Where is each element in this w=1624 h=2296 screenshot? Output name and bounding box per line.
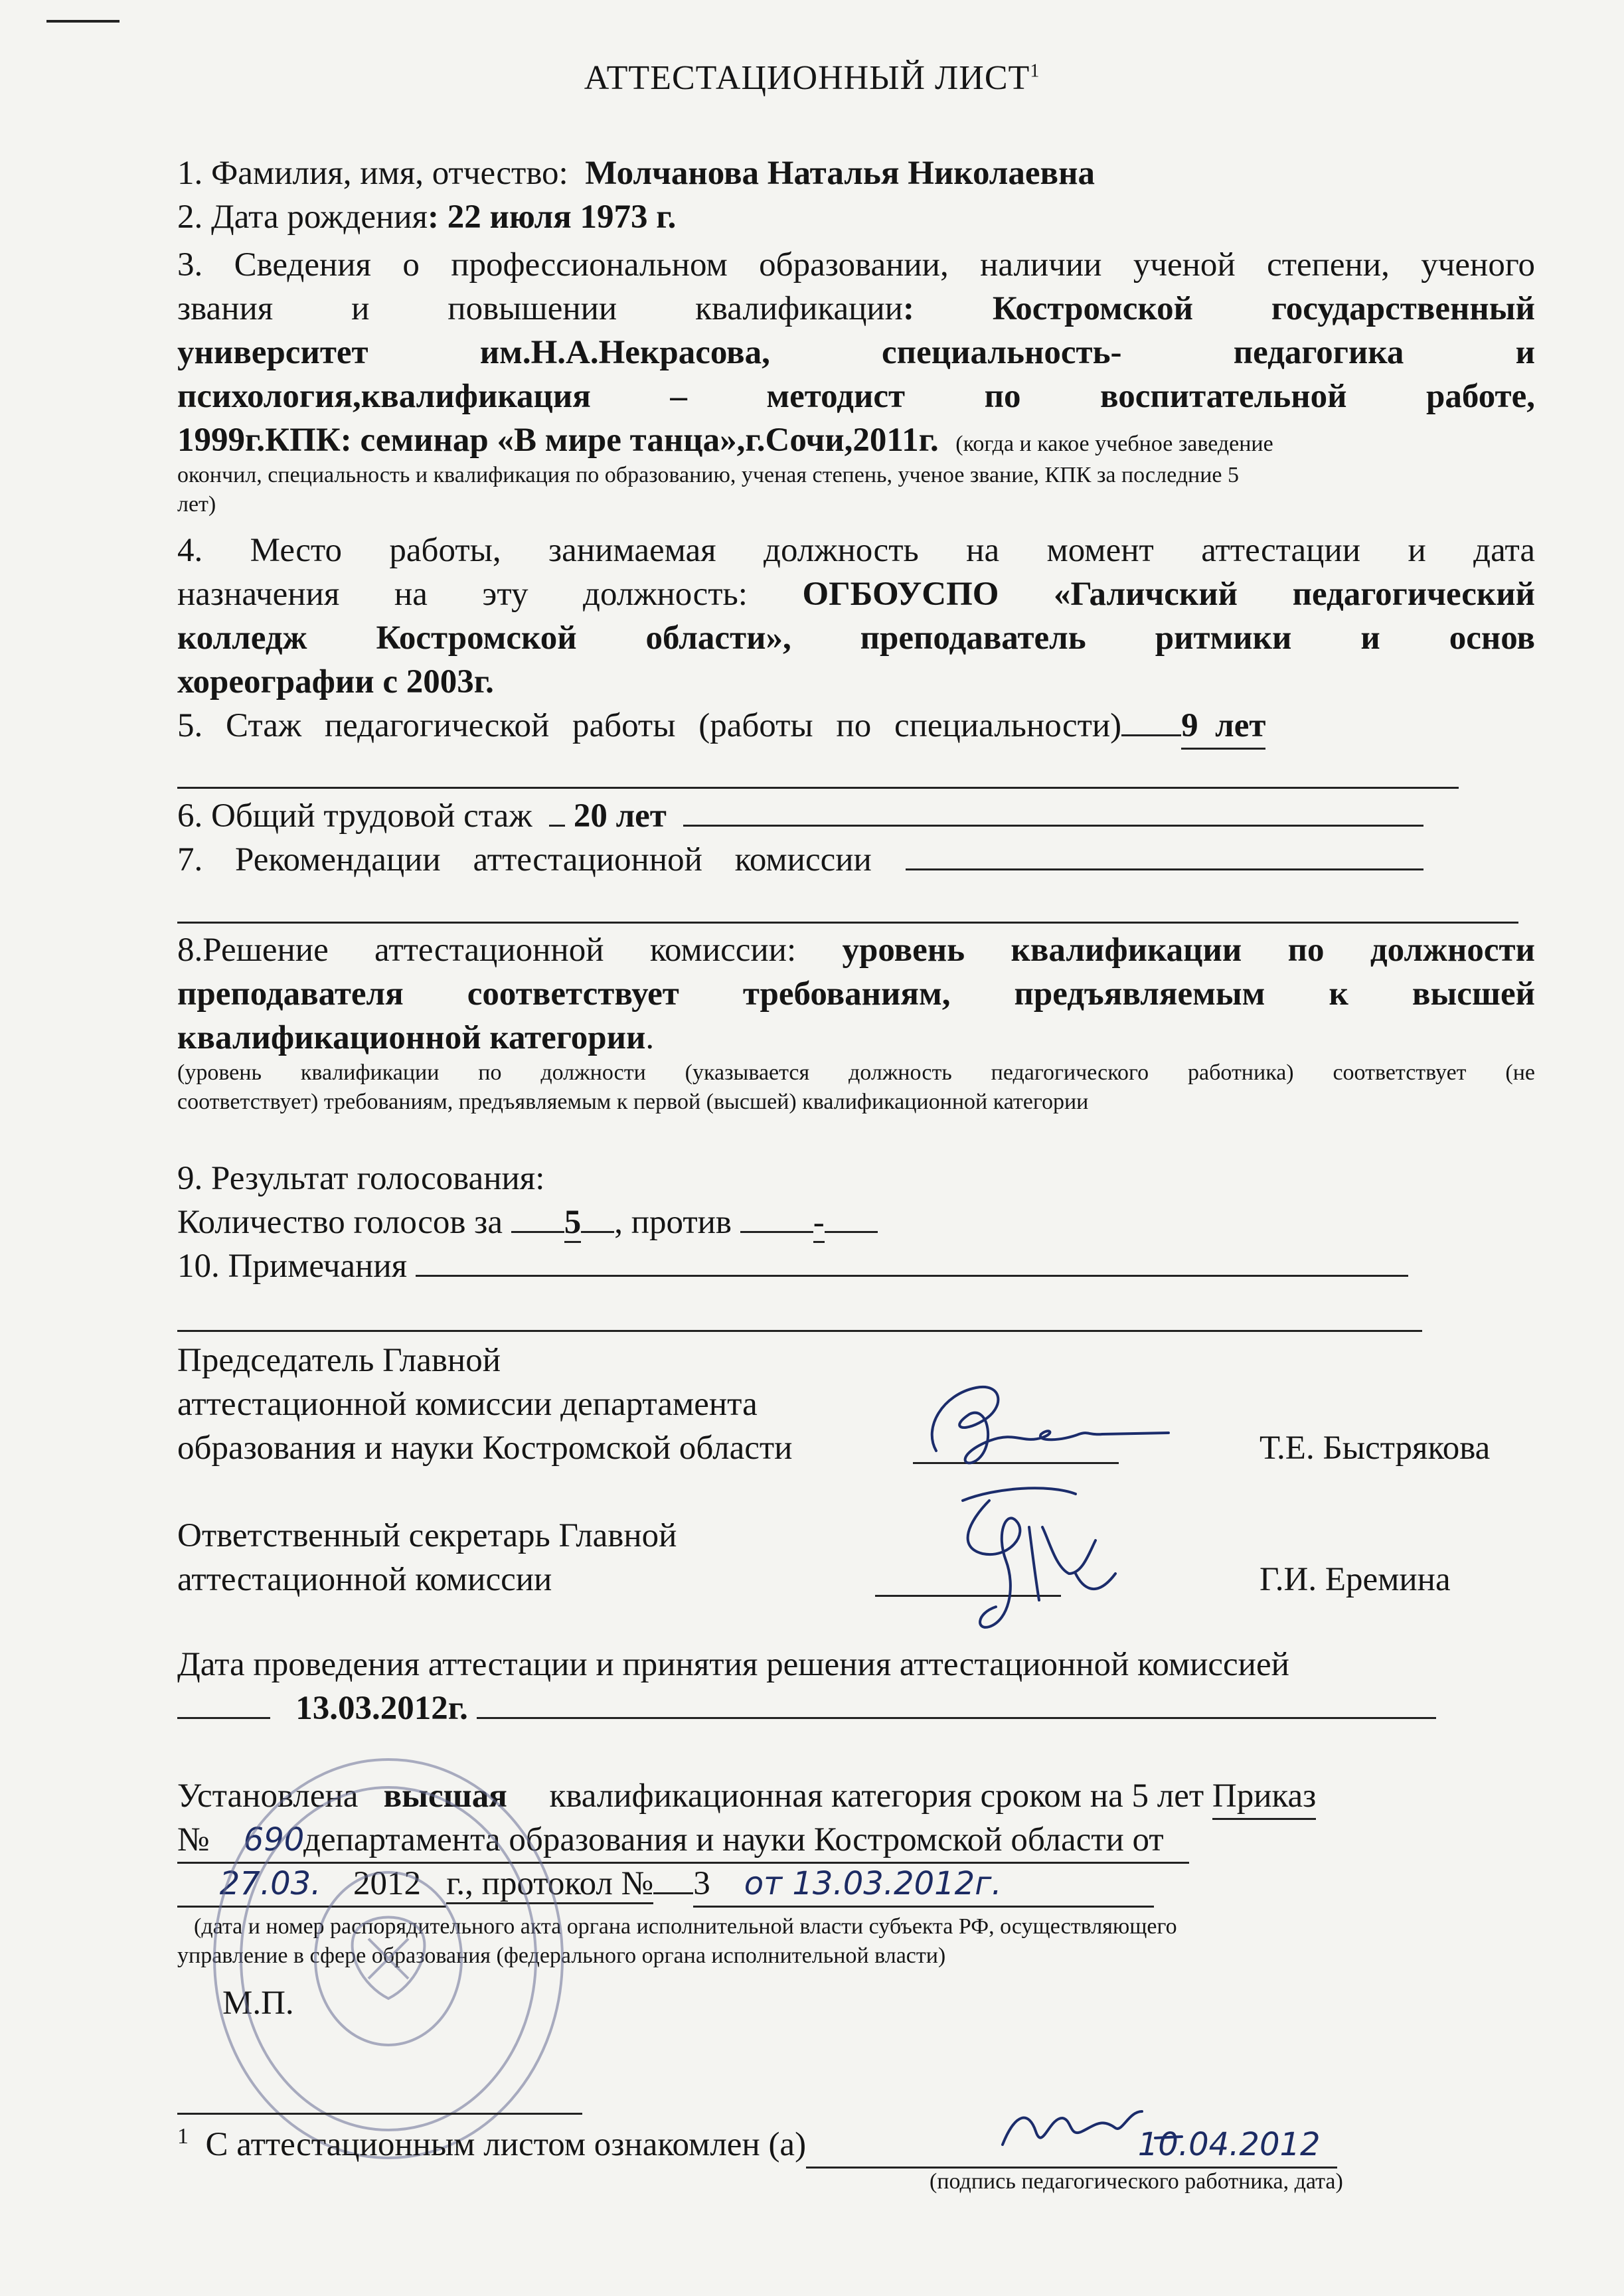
attestation-date: 13.03.2012г. [295,1690,468,1727]
item-1: 1. Фамилия, имя, отчество: Молчанова Наталья Николаевна [177,155,1095,192]
item-7-blank-line [177,922,1518,924]
attestation-date-label: Дата проведения аттестации и принятия решения аттестационной комиссией [177,1646,1289,1683]
item-4-line-2: назначения на эту должность: ОГБОУСПО «Галичский педагогический [177,576,1536,613]
attestation-date-line [177,1686,1535,1730]
chair-line-2: аттестационной комиссии департамента [177,1386,758,1423]
item-3-line-1: 3. Сведения о профессиональном образовании, наличии ученой степени, ученого [177,246,1535,284]
category-note-end: управление в сфере образования (федерального органа исполнительной власти) [177,1943,946,1968]
chair-line-3: образования и науки Костромской области [177,1430,793,1467]
birth-date: : 22 июля 1973 г. [428,199,677,236]
acknowledgement-date: 10.04.2012 [1137,2126,1321,2163]
item-4-line-4: хореографии с 2003г. [177,663,494,700]
order-day: 27.03. [219,1865,321,1902]
item-8-line-1: 8.Решение аттестационной комиссии: уровень квалификации по должности [177,932,1535,969]
full-name: Молчанова Наталья Николаевна [585,155,1095,192]
item-10: 10. Примечания [177,1244,1535,1288]
votes-line: Количество голосов за 5 , против - [177,1200,1535,1244]
seal-place: М.П. [222,1985,294,2022]
votes-for: 5 [564,1204,582,1243]
item-6: 6. Общий трудовой стаж 20 лет [177,794,1535,838]
votes-against: - [813,1204,825,1243]
category-note: (дата и номер распорядительного акта органа исполнительной власти субъекта РФ, осуществляющего [194,1914,1177,1939]
item-3-line-5: 1999г.КПК: семинар «В мире танца»,г.Сочи,2011г. (когда и какое учебное заведение [177,422,1273,459]
item-10-blank-line [177,1330,1422,1332]
round-stamp [203,1740,574,2165]
secretary-name: Г.И. Еремина [1259,1561,1451,1598]
corner-mark [46,20,120,23]
item-8-line-3: квалификационной категории. [177,1019,655,1056]
order-number: 690 [243,1821,305,1858]
item-4-line-3: колледж Костромской области», преподаватель ритмики и основ [177,619,1535,657]
item-4-line-1: 4. Место работы, занимаемая должность на момент аттестации и дата [177,532,1535,569]
item-2: 2. Дата рождения: 22 июля 1973 г. [177,199,677,236]
item-8-note-end: соответствует) требованиям, предъявляемым к первой (высшей) квалификационной категории [177,1090,1089,1114]
category-line-3: 27.03. 2012 г., протокол № 3 от 13.03.2012г. [177,1862,1535,1908]
chair-signature [890,1368,1182,1481]
secretary-signature [916,1474,1142,1647]
secretary-line-1: Ответственный секретарь Главной [177,1517,677,1554]
seal-sign-line [177,2113,582,2115]
item-3-line-3: университет им.Н.А.Некрасова, специальность- педагогика и [177,334,1535,371]
item-8-line-2: преподавателя соответствует требованиям, предъявляемым к высшей [177,975,1535,1013]
item-7: 7. Рекомендации аттестационной комиссии [177,838,1535,882]
item-3-line-4: психология,квалификация – методист по воспитательной работе, [177,378,1535,415]
item-9: 9. Результат голосования: [177,1160,545,1197]
document-title: АТТЕСТАЦИОННЫЙ ЛИСТ$^1$ [584,59,1040,97]
item-5: 5. Стаж педагогической работы (работы по специальности) 9 лет [177,704,1535,750]
teacher-signature [989,2091,1208,2165]
chair-line-1: Председатель Главной [177,1342,501,1379]
item-3-line-2: звания и повышении квалификации: Костромской государственный [177,290,1535,327]
protocol-date: от 13.03.2012г. [744,1865,1002,1902]
item-5-blank-line [177,787,1459,789]
category-line-2: № 690департамента образования и науки Костромской области от [177,1818,1535,1864]
acknowledgement: $^1$ С аттестационным листом ознакомлен (а) 10.04.2012 [177,2122,1535,2169]
item-3-note: окончил, специальность и квалификация по образованию, ученая степень, ученое звание, КПК за последние 5 [177,463,1239,487]
chair-name: Т.Е. Быстрякова [1259,1430,1491,1467]
category-line-1: Установлена высшая квалификационная категория сроком на 5 лет Приказ [177,1774,1535,1820]
acknowledgement-note: (подпись педагогического работника, дата) [930,2169,1343,2194]
secretary-line-2: аттестационной комиссии [177,1561,552,1598]
item-8-note: (уровень квалификации по должности (указывается должность педагогического работника) соответствует (не [177,1060,1535,1085]
item-3-note-end: лет) [177,492,216,517]
